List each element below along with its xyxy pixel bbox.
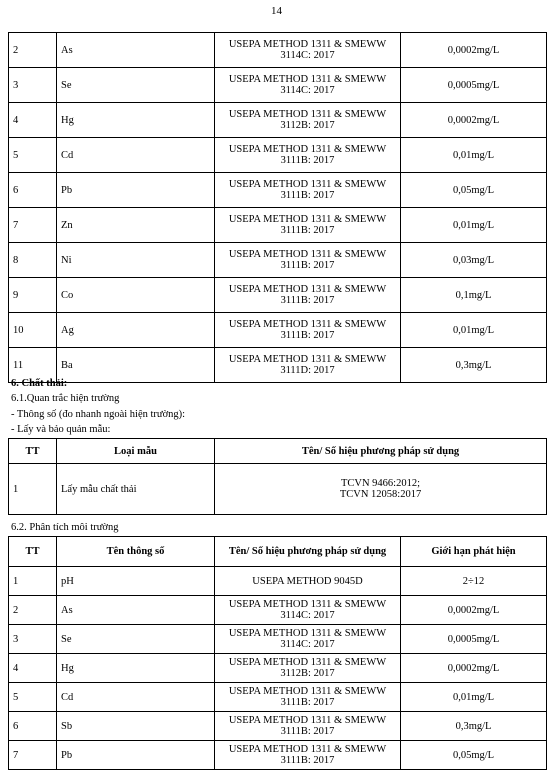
table-header-row <box>9 537 547 567</box>
cell-param: Se <box>57 68 215 103</box>
cell-no: 1 <box>9 464 57 515</box>
cell-param: Hg <box>57 103 215 138</box>
table-row <box>9 741 547 770</box>
cell-method <box>215 348 401 383</box>
method-line-1: USEPA METHOD 9045D <box>252 575 363 587</box>
analysis-table-continued <box>8 32 547 383</box>
cell-method <box>215 654 401 683</box>
header-param: Tên thông số <box>57 537 215 567</box>
method-line-2: 3111B: 2017 <box>280 260 335 271</box>
cell-method <box>215 464 547 515</box>
method-line-1: USEPA METHOD 1311 & SMEWW <box>228 109 387 120</box>
section-6-heading: 6. Chất thải: <box>11 378 68 389</box>
section-6-1-heading: 6.1.Quan trắc hiện trường <box>11 393 120 404</box>
cell-limit: 0,0005mg/L <box>401 625 547 654</box>
cell-no: 11 <box>9 348 57 383</box>
sampling-line: - Lấy và bảo quản mẫu: <box>11 424 111 435</box>
table-row <box>9 33 547 68</box>
cell-limit: 0,0005mg/L <box>401 68 547 103</box>
cell-method <box>215 173 401 208</box>
table-row <box>9 68 547 103</box>
cell-no: 7 <box>9 208 57 243</box>
cell-method <box>215 683 401 712</box>
table-row <box>9 243 547 278</box>
cell-param: As <box>57 33 215 68</box>
table-row <box>9 712 547 741</box>
method-line-2: 3111B: 2017 <box>280 295 335 306</box>
cell-param: Pb <box>57 173 215 208</box>
method-line-2: 3112B: 2017 <box>280 120 335 131</box>
field-params-line: - Thông số (đo nhanh ngoài hiện trường): <box>11 409 186 420</box>
table-row <box>9 596 547 625</box>
header-method: Tên/ Số hiệu phương pháp sử dụng <box>215 439 547 464</box>
header-no: TT <box>9 537 57 567</box>
method-line-2: 3114C: 2017 <box>280 50 335 61</box>
method-line-2: 3111B: 2017 <box>280 755 335 766</box>
method-line-2: 3112B: 2017 <box>280 668 335 679</box>
cell-param: Zn <box>57 208 215 243</box>
cell-method <box>215 712 401 741</box>
cell-no: 3 <box>9 625 57 654</box>
method-line-2: 3111B: 2017 <box>280 155 335 166</box>
cell-method <box>215 68 401 103</box>
cell-limit: 0,03mg/L <box>401 243 547 278</box>
method-line-1: USEPA METHOD 1311 & SMEWW <box>228 657 387 668</box>
cell-limit: 0,0002mg/L <box>401 654 547 683</box>
cell-limit: 0,01mg/L <box>401 138 547 173</box>
method-line-2: 3111B: 2017 <box>280 330 335 341</box>
cell-no: 1 <box>9 567 57 596</box>
cell-limit: 0,1mg/L <box>401 278 547 313</box>
cell-sample-type: Lấy mẫu chất thải <box>57 464 215 515</box>
cell-param: Pb <box>57 741 215 770</box>
method-line-1: TCVN 9466:2012; <box>340 478 421 489</box>
method-line-2: 3114C: 2017 <box>280 85 335 96</box>
cell-param: Sb <box>57 712 215 741</box>
method-line-1: USEPA METHOD 1311 & SMEWW <box>228 744 387 755</box>
method-line-1: USEPA METHOD 1311 & SMEWW <box>228 144 387 155</box>
method-line-1: USEPA METHOD 1311 & SMEWW <box>228 249 387 260</box>
cell-method <box>215 208 401 243</box>
method-line-1: USEPA METHOD 1311 & SMEWW <box>228 319 387 330</box>
method-line-1: USEPA METHOD 1311 & SMEWW <box>228 214 387 225</box>
cell-param: Cd <box>57 683 215 712</box>
table-row <box>9 348 547 383</box>
method-line-2: 3111D: 2017 <box>280 365 335 376</box>
cell-method <box>215 243 401 278</box>
header-method: Tên/ Số hiệu phương pháp sử dụng <box>215 537 401 567</box>
cell-no: 2 <box>9 33 57 68</box>
method-line-1: USEPA METHOD 1311 & SMEWW <box>228 39 387 50</box>
method-line-2: 3111B: 2017 <box>280 726 335 737</box>
sampling-table <box>8 438 547 515</box>
cell-method <box>215 596 401 625</box>
table-row <box>9 278 547 313</box>
cell-no: 6 <box>9 173 57 208</box>
cell-limit: 0,0002mg/L <box>401 103 547 138</box>
header-no: TT <box>9 439 57 464</box>
cell-param: As <box>57 596 215 625</box>
method-line-1: USEPA METHOD 1311 & SMEWW <box>228 715 387 726</box>
cell-no: 3 <box>9 68 57 103</box>
cell-no: 9 <box>9 278 57 313</box>
cell-param: pH <box>57 567 215 596</box>
cell-no: 10 <box>9 313 57 348</box>
table-row <box>9 313 547 348</box>
method-line-2: 3114C: 2017 <box>280 639 335 650</box>
cell-limit: 2÷12 <box>401 567 547 596</box>
method-line-2: 3111B: 2017 <box>280 225 335 236</box>
method-line-2: 3111B: 2017 <box>280 697 335 708</box>
cell-limit: 0,01mg/L <box>401 683 547 712</box>
cell-param: Ag <box>57 313 215 348</box>
cell-limit: 0,3mg/L <box>401 712 547 741</box>
cell-no: 4 <box>9 654 57 683</box>
page-number: 14 <box>271 5 282 17</box>
analysis-table <box>8 536 547 770</box>
table-row <box>9 625 547 654</box>
table-row <box>9 654 547 683</box>
method-line-1: USEPA METHOD 1311 & SMEWW <box>228 599 387 610</box>
cell-limit: 0,05mg/L <box>401 741 547 770</box>
cell-method <box>215 313 401 348</box>
cell-method <box>215 567 401 596</box>
cell-limit: 0,0002mg/L <box>401 596 547 625</box>
cell-param: Ni <box>57 243 215 278</box>
cell-limit: 0,05mg/L <box>401 173 547 208</box>
method-line-2: TCVN 12058:2017 <box>339 489 422 500</box>
table-row <box>9 683 547 712</box>
method-line-1: USEPA METHOD 1311 & SMEWW <box>228 354 387 365</box>
cell-method <box>215 625 401 654</box>
cell-no: 2 <box>9 596 57 625</box>
cell-no: 8 <box>9 243 57 278</box>
table-header-row <box>9 439 547 464</box>
table-row <box>9 567 547 596</box>
cell-limit: 0,3mg/L <box>401 348 547 383</box>
header-limit: Giới hạn phát hiện <box>401 537 547 567</box>
cell-param: Cd <box>57 138 215 173</box>
cell-method <box>215 103 401 138</box>
cell-method <box>215 138 401 173</box>
cell-param: Co <box>57 278 215 313</box>
cell-method <box>215 278 401 313</box>
cell-param: Ba <box>57 348 215 383</box>
method-line-1: USEPA METHOD 1311 & SMEWW <box>228 628 387 639</box>
method-line-1: USEPA METHOD 1311 & SMEWW <box>228 74 387 85</box>
cell-method <box>215 741 401 770</box>
cell-no: 5 <box>9 683 57 712</box>
cell-limit: 0,01mg/L <box>401 313 547 348</box>
method-line-2: 3111B: 2017 <box>280 190 335 201</box>
cell-limit: 0,0002mg/L <box>401 33 547 68</box>
method-line-1: USEPA METHOD 1311 & SMEWW <box>228 686 387 697</box>
cell-param: Se <box>57 625 215 654</box>
cell-method <box>215 33 401 68</box>
cell-no: 6 <box>9 712 57 741</box>
cell-no: 7 <box>9 741 57 770</box>
method-line-1: USEPA METHOD 1311 & SMEWW <box>228 284 387 295</box>
header-sample-type: Loại mẫu <box>57 439 215 464</box>
cell-limit: 0,01mg/L <box>401 208 547 243</box>
method-line-1: USEPA METHOD 1311 & SMEWW <box>228 179 387 190</box>
table-row <box>9 138 547 173</box>
table-row <box>9 173 547 208</box>
table-row <box>9 208 547 243</box>
cell-no: 5 <box>9 138 57 173</box>
table-row <box>9 103 547 138</box>
method-line-2: 3114C: 2017 <box>280 610 335 621</box>
cell-param: Hg <box>57 654 215 683</box>
cell-no: 4 <box>9 103 57 138</box>
section-6-2-heading: 6.2. Phân tích môi trường <box>11 522 119 533</box>
table-row <box>9 464 547 515</box>
